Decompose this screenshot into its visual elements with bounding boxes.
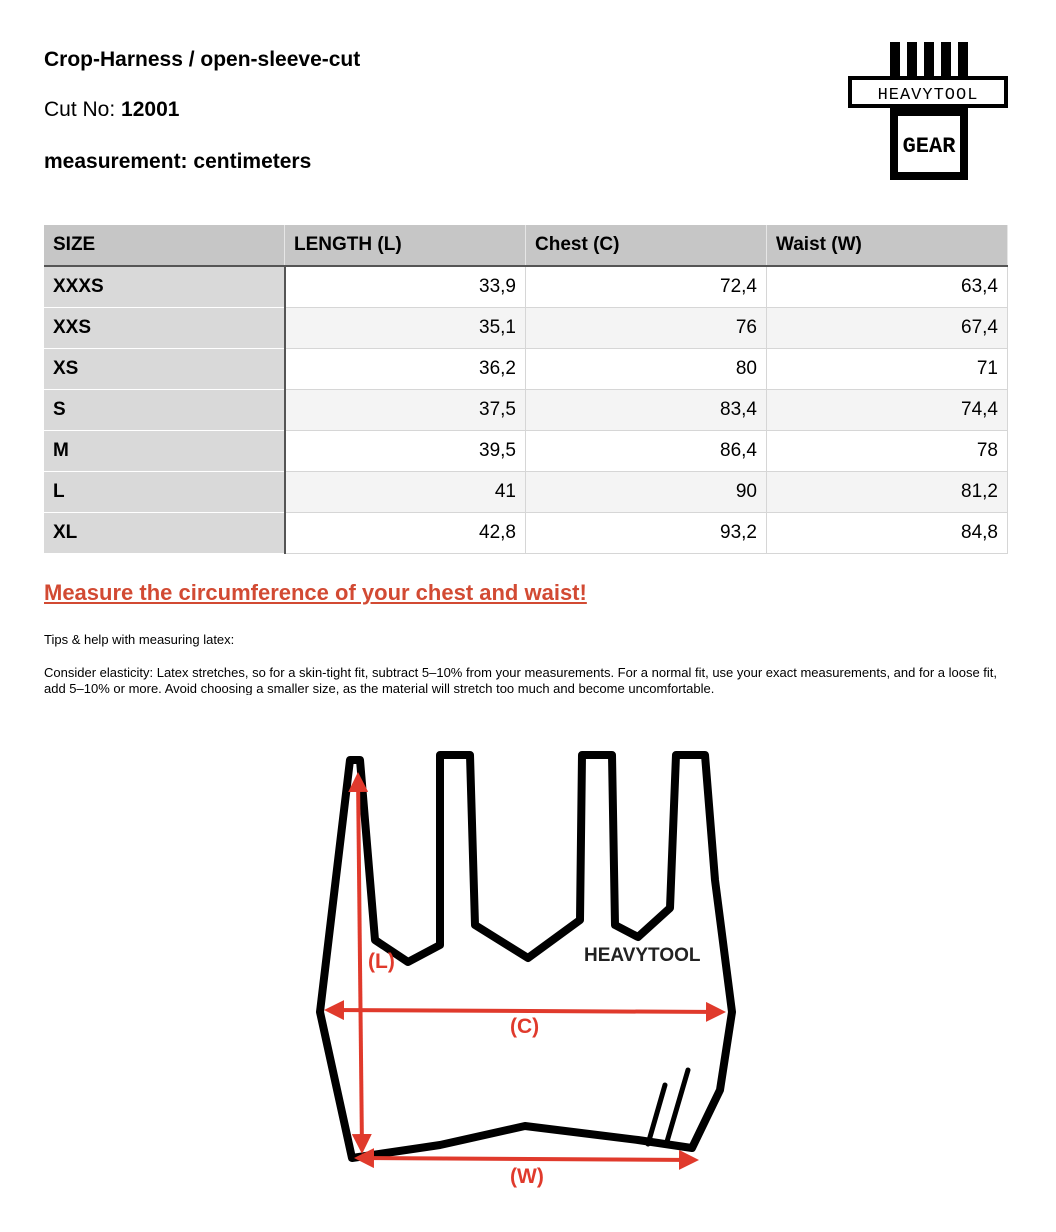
waist-cell: 78: [767, 431, 1008, 472]
table-row: [44, 431, 1008, 472]
length-cell: 33,9: [285, 266, 526, 308]
chest-cell: 90: [526, 472, 767, 513]
size-cell: L: [44, 472, 285, 513]
size-cell: S: [44, 390, 285, 431]
table-header-row: [44, 225, 1008, 266]
cut-value: 12001: [121, 98, 180, 121]
waist-cell: 71: [767, 349, 1008, 390]
size-cell: XL: [44, 513, 285, 554]
waist-arrow: [358, 1158, 695, 1160]
diagram-brand-label: HEAVYTOOL: [584, 945, 701, 966]
table-row: [44, 513, 1008, 554]
length-cell: 41: [285, 472, 526, 513]
length-label: (L): [368, 950, 395, 973]
length-cell: 39,5: [285, 431, 526, 472]
harness-diagram: [300, 740, 760, 1210]
waist-cell: 81,2: [767, 472, 1008, 513]
header-chest: Chest (C): [526, 225, 767, 266]
chest-cell: 93,2: [526, 513, 767, 554]
length-cell: 37,5: [285, 390, 526, 431]
waist-cell: 74,4: [767, 390, 1008, 431]
waist-label: (W): [510, 1165, 544, 1188]
table-row: [44, 390, 1008, 431]
chest-label: (C): [510, 1015, 540, 1038]
size-table: [44, 225, 1008, 554]
length-arrow: [358, 776, 362, 1150]
chest-arrow: [328, 1010, 722, 1012]
page-title: Crop-Harness / open-sleeve-cut: [44, 48, 361, 71]
chest-cell: 86,4: [526, 431, 767, 472]
chest-cell: 76: [526, 308, 767, 349]
table-row: [44, 266, 1008, 308]
table-row: [44, 308, 1008, 349]
logo-sub-text: GEAR: [902, 134, 956, 159]
tips-heading: Tips & help with measuring latex:: [44, 632, 235, 647]
heavytool-gear-logo: [848, 42, 1008, 180]
size-cell: M: [44, 431, 285, 472]
waist-cell: 84,8: [767, 513, 1008, 554]
size-cell: XXXS: [44, 266, 285, 308]
size-cell: XXS: [44, 308, 285, 349]
header-size: SIZE: [44, 225, 285, 266]
length-cell: 36,2: [285, 349, 526, 390]
length-cell: 42,8: [285, 513, 526, 554]
chest-cell: 72,4: [526, 266, 767, 308]
table-row: [44, 349, 1008, 390]
cut-number: [44, 98, 179, 122]
waist-cell: 67,4: [767, 308, 1008, 349]
table-row: [44, 472, 1008, 513]
size-cell: XS: [44, 349, 285, 390]
tips-body: Consider elasticity: Latex stretches, so for a skin-tight fit, subtract 5–10% from your measurements. For a normal fit, use your exact measurements, and for a loose fit, add 5–10% or more. Avoid choosing a smaller size, as the material will stretch too much and become uncomfortable.: [44, 665, 998, 695]
header-waist: Waist (W): [767, 225, 1008, 266]
logo-brand-text: HEAVYTOOL: [877, 86, 979, 105]
chest-cell: 83,4: [526, 390, 767, 431]
waist-cell: 63,4: [767, 266, 1008, 308]
length-cell: 35,1: [285, 308, 526, 349]
chest-cell: 80: [526, 349, 767, 390]
header-length: LENGTH (L): [285, 225, 526, 266]
measure-warning: Measure the circumference of your chest and waist!: [44, 580, 587, 605]
measurement-unit: measurement: centimeters: [44, 150, 312, 173]
cut-label: Cut No:: [44, 98, 116, 121]
